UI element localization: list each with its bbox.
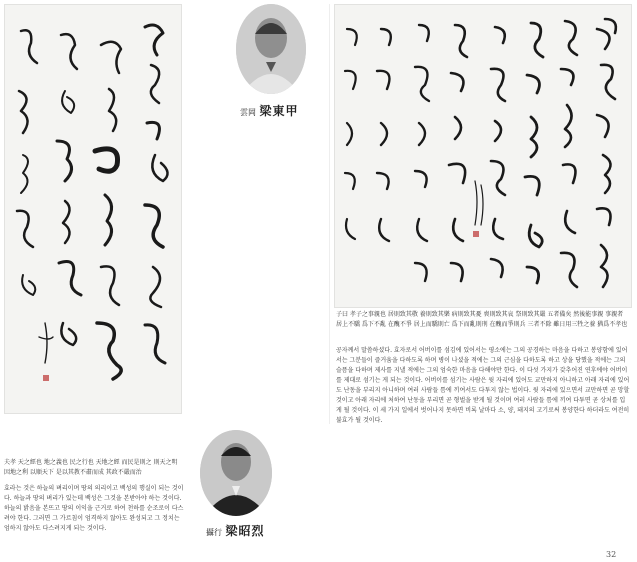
- calligraphy-strokes-right: [335, 5, 631, 307]
- right-author-caption: [240, 102, 299, 119]
- portrait-photo-left-author: [200, 430, 272, 516]
- page-number: 32: [606, 550, 617, 559]
- right-author-pen-name: 雲岡: [240, 108, 256, 117]
- column-divider: [329, 4, 330, 424]
- left-author-name: 梁昭烈: [225, 524, 265, 538]
- calligraphy-strokes-left: [5, 5, 181, 413]
- right-korean-translation: 공자께서 말씀하셨다. 효자로서 어버이를 섬김에 있어서는 평소에는 그의 공경하는 마음을 다하고 봉양함에 있어서는 그분들이 즐거움을 다하도록 하며 병이 나셨을 적에는 그의 근심을 다하도록 하고 상을 당했을 적에는 그의 슬픔을 다하며 제사를 지낼 적에는 그의 엄숙한 마음을 다해야만 한다. 이 다섯 가지가 갖추어진 연후에야 어버이를 제대로 섬기는 게 되는 것이다. 어버이를 섬기는 사람은 윗 자리에 있어도 교만하지 아니하고 아래 자리에 있어도 난동을 부리지 아니하며 여러 사람들 틈에 끼여서도 다투지 않는 법이다. 윗 자리에 있으면서 교만하면 곧 망할 것이고 아래 자리에 처하여 난동을 부리면 곧 형벌을 받게 될 것이며 여러 사람들 틈에 끼여 다투면 곧 상처를 입게 될 것이다. 이 세 가지 일에서 벗어나지 못하면 비록 날마다 소, 양, 돼지의 고기로써 봉양한다 하더라도 여전히 불효가 될 것이다.: [336, 347, 630, 424]
- person-silhouette-icon: [200, 430, 272, 516]
- left-hanja-caption: 夫孝 天之經也 地之義也 民之行也 天地之經 而民是則之 則天之明 因地之利 以順天下 是以其教不肅而成 其政不嚴而治: [4, 459, 178, 476]
- person-silhouette-icon: [236, 4, 306, 94]
- left-korean-translation: 효라는 것은 하늘의 벼리이며 땅의 의리이고 백성의 행실이 되는 것이다. 하늘과 땅의 벼리가 있는데 백성은 그것을 본받아야 하는 것이다. 하늘의 밝음을 본뜨고 땅의 이익을 근거로 하여 천하를 순조로이 다스려야 한다. 그러면 그 가르침이 엄격하지 않아도 완성되고 그 정치는 엄하지 않아도 다스려지게 되는 것이다.: [4, 485, 184, 532]
- portrait-photo-right-author: [236, 4, 306, 94]
- calligraphy-artwork-left: [4, 4, 182, 414]
- left-author-caption: [206, 522, 265, 539]
- right-author-name: 梁東甲: [259, 104, 299, 118]
- right-hanja-caption: 子曰 孝子之事親也 居則致其敬 養則致其樂 病則致其憂 喪則致其哀 祭則致其嚴 五者備矣 然後能事親 事親者 居上不驕 爲下不亂 在醜不爭 居上而驕則亡 爲下而亂則刑 在醜而爭則兵 三者不除 雖日用三牲之養 猶爲不孝也: [336, 311, 628, 328]
- left-author-pen-name: 攝行: [206, 528, 222, 537]
- calligraphy-artwork-right: [334, 4, 632, 308]
